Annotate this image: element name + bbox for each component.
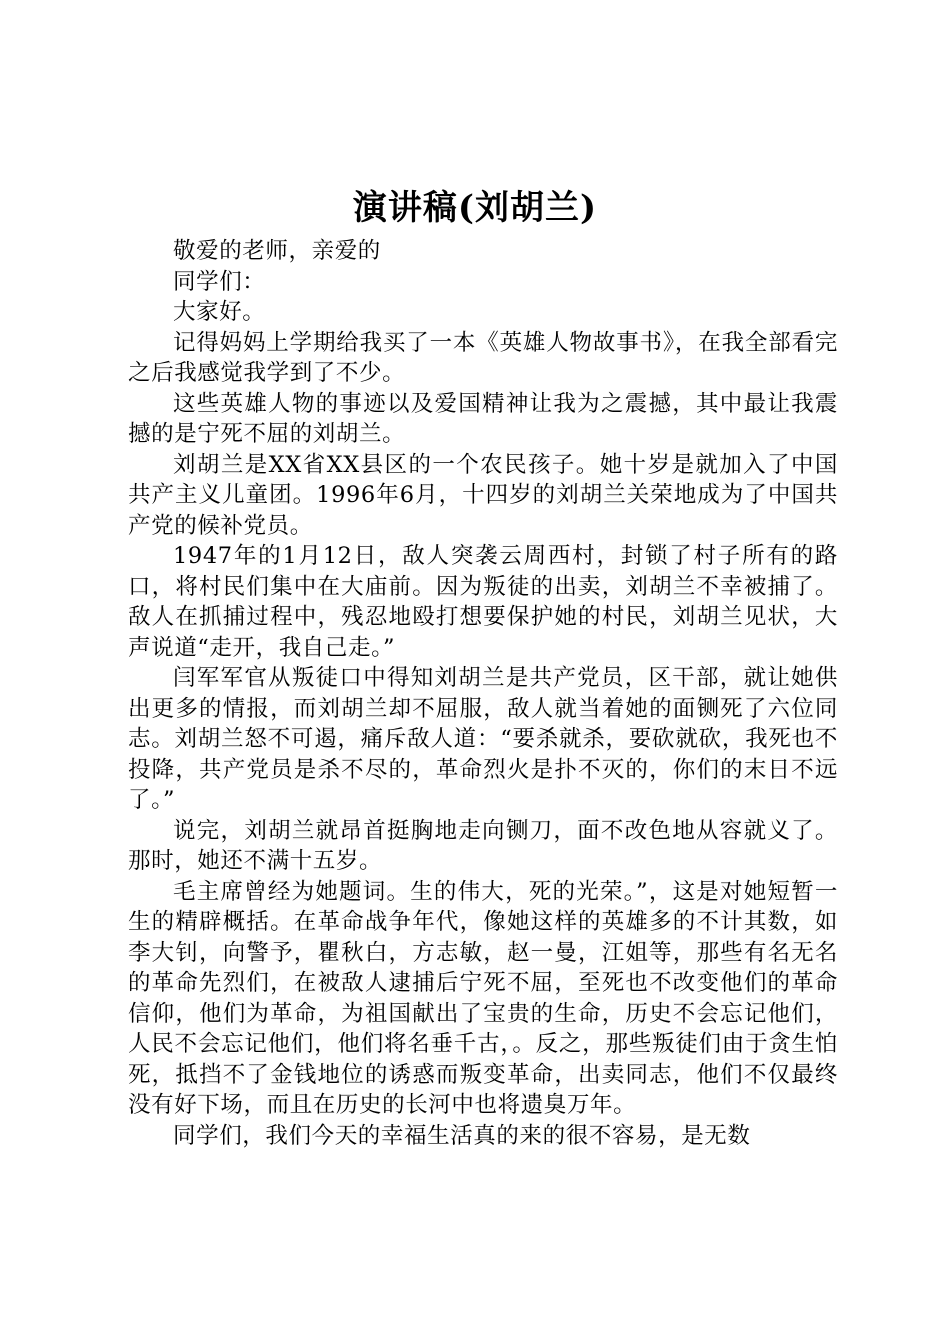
document-body bbox=[128, 236, 838, 1151]
document-title: 演讲稿(刘胡兰) bbox=[352, 188, 598, 228]
paragraph-greeting: 敬爱的老师，亲爱的 bbox=[173, 238, 381, 264]
paragraph-greeting-continued: 同学们： bbox=[173, 268, 266, 295]
paragraph: 说完，刘胡兰就昂首挺胸地走向铡刀，面不改色地从容就义了。那时，她还不满十五岁。 bbox=[128, 817, 838, 874]
paragraph-hello: 大家好。 bbox=[173, 299, 266, 325]
paragraph: 1947年的1月12日，敌人突袭云周西村，封锁了村子所有的路口，将村民们集中在大庙前。因为叛徒的出卖，刘胡兰不幸被捕了。敌人在抓捕过程中，残忍地殴打想要保护她的村民，刘胡兰见状，大声说道“走开，我自己走。” bbox=[128, 543, 838, 661]
paragraph: 刘胡兰是XX省XX县区的一个农民孩子。她十岁是就加入了中国共产主义儿童团。1996年6月，十四岁的刘胡兰关荣地成为了中国共产党的候补党员。 bbox=[128, 451, 838, 539]
paragraph: 这些英雄人物的事迹以及爱国精神让我为之震撼，其中最让我震撼的是宁死不屈的刘胡兰。 bbox=[128, 390, 838, 447]
paragraph: 毛主席曾经为她题词。生的伟大，死的光荣。”，这是对她短暂一生的精辟概括。在革命战争年代，像她这样的英雄多的不计其数，如李大钊，向警予，瞿秋白，方志敏，赵一曼，江姐等，那些有名无名的革命先烈们，在被敌人逮捕后宁死不屈，至死也不改变他们的革命信仰，他们为革命，为祖国献出了宝贵的生命，历史不会忘记他们，人民不会忘记他们，他们将名垂千古，。反之，那些叛徒们由于贪生怕死，抵挡不了金钱地位的诱惑而叛变革命，出卖同志，他们不仅最终没有好下场，而且在历史的长河中也将遗臭万年。 bbox=[128, 878, 838, 1118]
paragraph: 闫军军官从叛徒口中得知刘胡兰是共产党员，区干部，就让她供出更多的情报，而刘胡兰却不屈服，敌人就当着她的面铡死了六位同志。刘胡兰怒不可遏，痛斥敌人道：“要杀就杀，要砍就砍，我死也不投降，共产党员是杀不尽的，革命烈火是扑不灭的，你们的末日不远了。” bbox=[128, 665, 838, 813]
paragraph: 记得妈妈上学期给我买了一本《英雄人物故事书》，在我全部看完之后我感觉我学到了不少。 bbox=[128, 329, 838, 386]
paragraph: 同学们，我们今天的幸福生活真的来的很不容易，是无数 bbox=[173, 1122, 751, 1149]
